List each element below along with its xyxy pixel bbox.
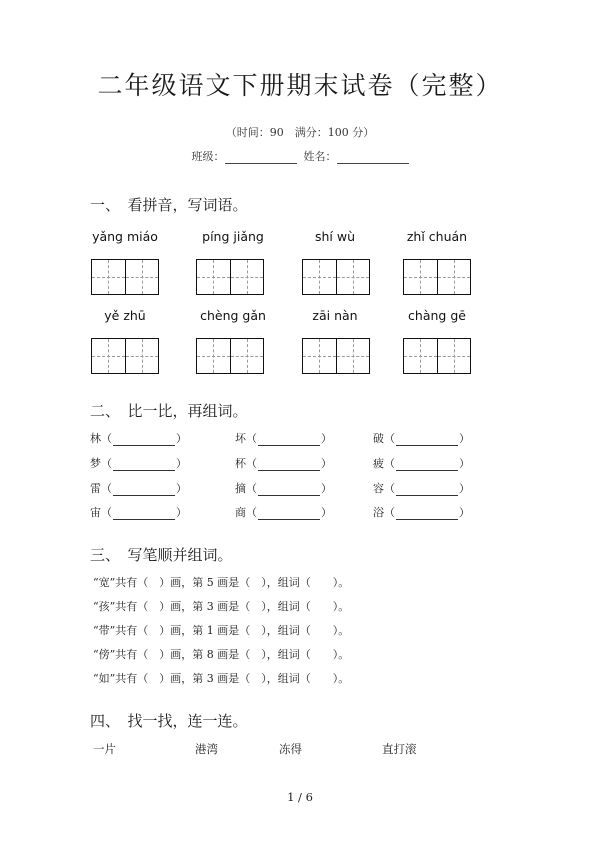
answer-blank[interactable]	[113, 485, 175, 496]
answer-blank[interactable]	[258, 435, 320, 446]
compare-item: 坏（ ）	[235, 432, 332, 445]
pinyin-label: píng jiǎng	[202, 229, 264, 244]
answer-blank[interactable]	[113, 435, 175, 446]
section4-title: 四、 找一找，连一连。	[90, 712, 248, 730]
compare-item: 梦（ ）	[90, 457, 187, 470]
stroke-order-line[interactable]: “宽”共有（ ）画，第 5 画是（ ），组词（ ）。	[93, 576, 350, 589]
student-info-line	[0, 148, 600, 164]
answer-blank[interactable]	[396, 460, 458, 471]
writing-box[interactable]	[91, 338, 159, 374]
exam-info: （时间：90 满分：100 分）	[225, 126, 375, 139]
section3-title: 三、 写笔顺并组词。	[90, 546, 233, 564]
answer-blank[interactable]	[258, 509, 320, 520]
name-blank[interactable]	[337, 152, 409, 164]
stroke-order-line[interactable]: “孩”共有（ ）画，第 3 画是（ ），组词（ ）。	[93, 600, 350, 613]
compare-item: 容（ ）	[373, 482, 470, 495]
answer-blank[interactable]	[113, 509, 175, 520]
compare-item: 破（ ）	[373, 432, 470, 445]
pinyin-label: chàng gē	[408, 308, 466, 323]
stroke-order-line[interactable]: “傍”共有（ ）画，第 8 画是（ ），组词（ ）。	[93, 648, 350, 661]
page-number: 1 / 6	[287, 790, 313, 804]
pinyin-label: chèng gǎn	[200, 308, 266, 323]
compare-item: 杯（ ）	[235, 457, 332, 470]
connect-word[interactable]: 冻得	[279, 742, 302, 756]
writing-box[interactable]	[302, 338, 370, 374]
name-label: 姓名：	[303, 150, 337, 163]
page-title: 二年级语文下册期末试卷（完整）	[97, 71, 503, 100]
writing-box[interactable]	[196, 259, 264, 295]
answer-blank[interactable]	[258, 460, 320, 471]
section2-title: 二、 比一比，再组词。	[90, 402, 248, 420]
connect-word[interactable]: 一片	[93, 742, 116, 756]
compare-item: 雷（ ）	[90, 482, 187, 495]
pinyin-label: zhǐ chuán	[406, 229, 468, 244]
answer-blank[interactable]	[396, 435, 458, 446]
class-blank[interactable]	[225, 152, 297, 164]
compare-item: 疲（ ）	[373, 457, 470, 470]
class-label: 班级：	[191, 150, 225, 163]
stroke-order-line[interactable]: “如”共有（ ）画，第 3 画是（ ），组词（ ）。	[93, 672, 350, 685]
writing-box[interactable]	[403, 338, 471, 374]
connect-word[interactable]: 港湾	[195, 742, 218, 756]
writing-box[interactable]	[196, 338, 264, 374]
pinyin-label: shí wù	[314, 229, 356, 244]
pinyin-label: yǎng miáo	[92, 229, 158, 244]
compare-item: 摘（ ）	[235, 482, 332, 495]
compare-item: 浴（ ）	[373, 506, 470, 519]
stroke-order-line[interactable]: “带”共有（ ）画，第 1 画是（ ），组词（ ）。	[93, 624, 350, 637]
writing-box[interactable]	[302, 259, 370, 295]
pinyin-label: yě zhū	[104, 308, 146, 323]
answer-blank[interactable]	[396, 485, 458, 496]
pinyin-label: zāi nàn	[312, 308, 358, 323]
compare-item: 宙（ ）	[90, 506, 187, 519]
writing-box[interactable]	[91, 259, 159, 295]
writing-box[interactable]	[403, 259, 471, 295]
compare-item: 商（ ）	[235, 506, 332, 519]
answer-blank[interactable]	[396, 509, 458, 520]
answer-blank[interactable]	[258, 485, 320, 496]
compare-item: 林（ ）	[90, 432, 187, 445]
section1-title: 一、 看拼音，写词语。	[90, 196, 248, 214]
answer-blank[interactable]	[113, 460, 175, 471]
connect-word[interactable]: 直打滚	[382, 742, 417, 756]
